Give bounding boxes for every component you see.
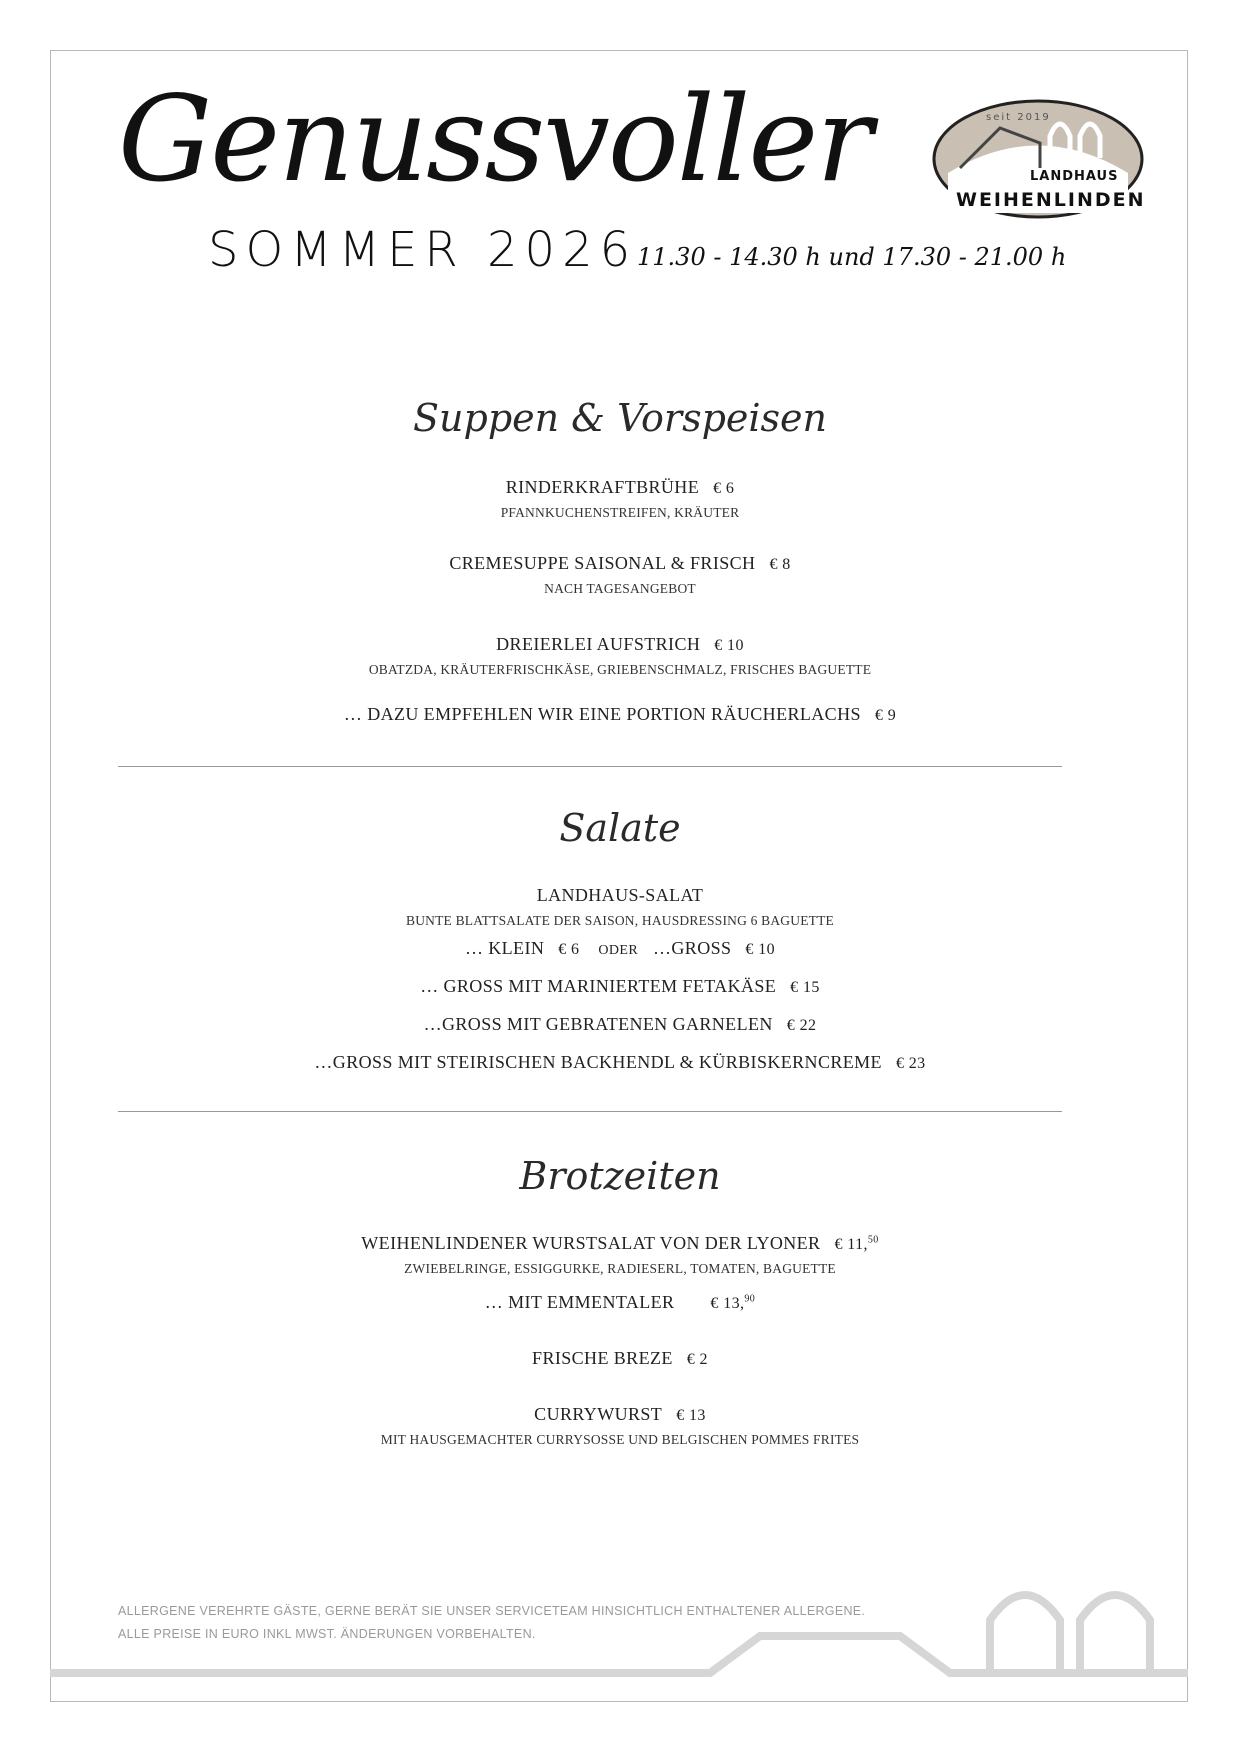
size-large: …GROSS <box>652 938 732 958</box>
item-name: RINDERKRAFTBRÜHE <box>505 477 700 497</box>
price-cents: 90 <box>744 1293 756 1305</box>
item-price: € 13 <box>676 1407 706 1424</box>
menu-subtitle: SOMMER 2026 <box>208 222 638 278</box>
logo-line1: LANDHAUS <box>1030 169 1119 184</box>
item-name: LANDHAUS-SALAT <box>536 885 704 905</box>
size-large-price: € 10 <box>745 941 776 958</box>
item-price: € 22 <box>786 1017 817 1034</box>
menu-item <box>0 885 1240 906</box>
item-description: PFANNKUCHENSTREIFEN, KRÄUTER <box>500 505 740 520</box>
size-small-price: € 6 <box>558 941 580 958</box>
item-price: € 9 <box>874 707 897 724</box>
item-description: ZWIEBELRINGE, ESSIGGURKE, RADIESERL, TOMATEN, BAGUETTE <box>404 1261 836 1276</box>
logo-line2: WEIHENLINDEN <box>956 189 1146 211</box>
menu-item <box>0 976 1240 997</box>
footer-price-note: ALLE PREISE IN EURO INKL MWST. ÄNDERUNGEN VORBEHALTEN. <box>118 1627 536 1641</box>
menu-item <box>0 1052 1240 1073</box>
section-title-salads: Salate <box>559 806 681 850</box>
menu-item <box>0 1014 1240 1035</box>
menu-item <box>0 553 1240 574</box>
menu-item <box>0 1348 1240 1369</box>
item-price: € 8 <box>769 556 791 573</box>
item-price: € 6 <box>713 480 735 497</box>
item-price: € 15 <box>790 979 820 996</box>
section-title-soups: Suppen & Vorspeisen <box>412 396 828 440</box>
logo-top-text: seit 2019 <box>986 112 1051 123</box>
item-name: …GROSS MIT STEIRISCHEN BACKHENDL & KÜRBISKERNCREME <box>314 1052 882 1072</box>
price-main: € 13, <box>710 1295 745 1312</box>
size-or: ODER <box>598 943 639 958</box>
item-price <box>834 1236 878 1253</box>
section-divider <box>118 766 1062 767</box>
price-cents: 50 <box>867 1234 879 1246</box>
item-name: … MIT EMMENTALER <box>484 1292 675 1312</box>
salad-sizes <box>0 938 1240 959</box>
item-description: BUNTE BLATTSALATE DER SAISON, HAUSDRESSING 6 BAGUETTE <box>406 913 834 928</box>
item-name: CURRYWURST <box>534 1404 663 1424</box>
menu-item <box>0 477 1240 498</box>
landhaus-logo <box>930 98 1146 220</box>
item-name: FRISCHE BREZE <box>532 1348 673 1368</box>
opening-hours: 11.30 - 14.30 h und 17.30 - 21.00 h <box>637 243 1067 271</box>
size-small: … KLEIN <box>464 938 545 958</box>
item-name: CREMESUPPE SAISONAL & FRISCH <box>449 553 756 573</box>
item-name: WEIHENLINDENER WURSTSALAT VON DER LYONER <box>361 1233 821 1253</box>
section-divider <box>118 1111 1062 1112</box>
menu-item <box>0 704 1240 725</box>
item-price: € 23 <box>895 1055 926 1072</box>
menu-title: Genussvoller <box>118 70 871 208</box>
price-main: € 11, <box>834 1236 868 1253</box>
item-name: … DAZU EMPFEHLEN WIR EINE PORTION RÄUCHERLACHS <box>343 704 861 724</box>
item-description: OBATZDA, KRÄUTERFRISCHKÄSE, GRIEBENSCHMALZ, FRISCHES BAGUETTE <box>368 662 872 677</box>
item-description: NACH TAGESANGEBOT <box>544 581 696 596</box>
item-name: …GROSS MIT GEBRATENEN GARNELEN <box>423 1014 773 1034</box>
footer-allergen-note: ALLERGENE VEREHRTE GÄSTE, GERNE BERÄT SIE UNSER SERVICETEAM HINSICHTLICH ENTHALTENER ALLERGENE. <box>118 1604 866 1618</box>
section-title-brotzeit: Brotzeiten <box>519 1154 721 1198</box>
menu-page <box>50 50 1188 1702</box>
menu-item <box>0 1292 1240 1313</box>
item-name: DREIERLEI AUFSTRICH <box>496 634 701 654</box>
menu-item <box>0 634 1240 655</box>
menu-item <box>0 1233 1240 1254</box>
item-description: MIT HAUSGEMACHTER CURRYSOSSE UND BELGISCHEN POMMES FRITES <box>380 1432 860 1447</box>
item-price: € 2 <box>686 1351 708 1368</box>
item-name: … GROSS MIT MARINIERTEM FETAKÄSE <box>420 976 777 996</box>
menu-item <box>0 1404 1240 1425</box>
item-price: € 10 <box>714 637 744 654</box>
item-price <box>710 1295 755 1312</box>
